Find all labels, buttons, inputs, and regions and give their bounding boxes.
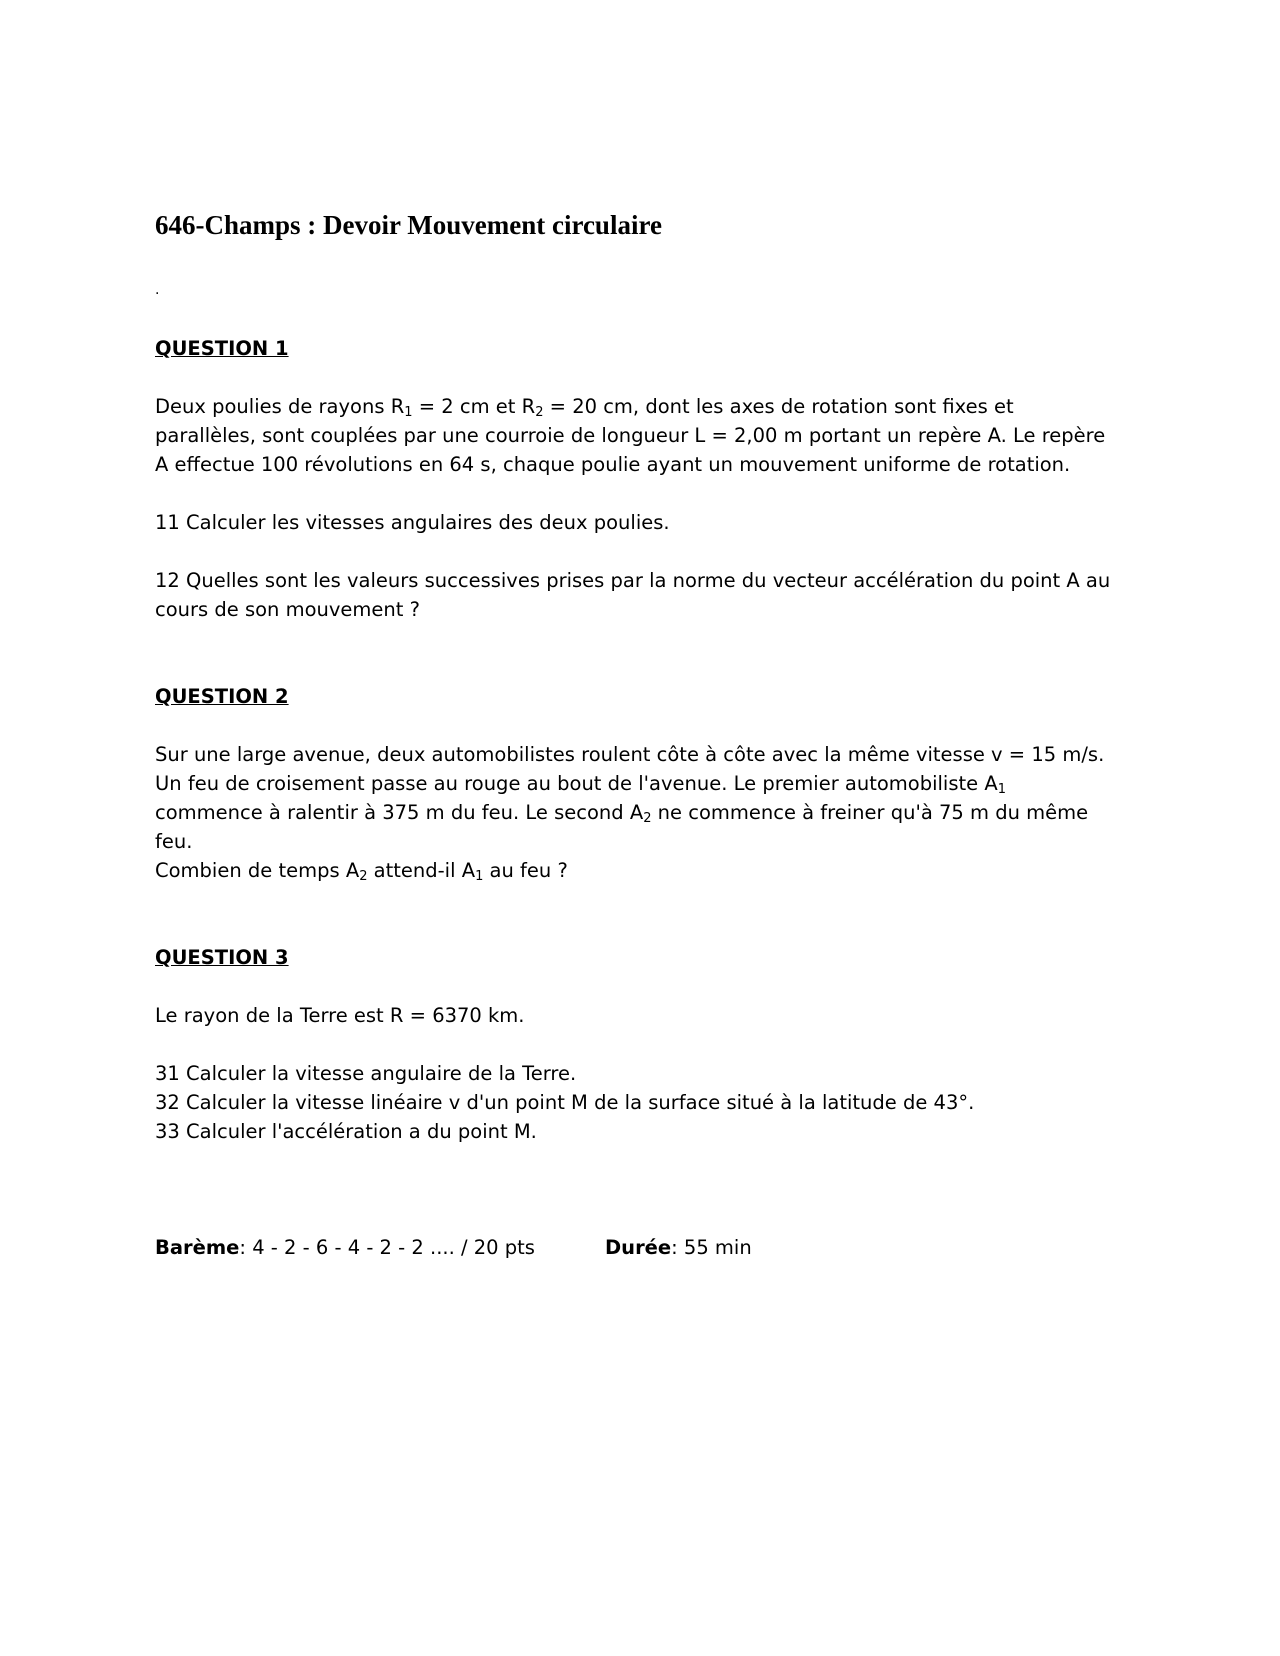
- bareme-label: Barème: [155, 1236, 240, 1259]
- q1-intro-part: Deux poulies de rayons R: [155, 395, 405, 418]
- q2-text-part: Sur une large avenue, deux automobilistes roulent côte à côte avec la même vitesse v = 15 m/s. Un feu de croisement passe au rouge au bout de l'avenue. Le premier automobiliste A: [155, 743, 1105, 795]
- q2-text-part: au feu ?: [483, 859, 568, 882]
- subscript: 2: [643, 811, 652, 826]
- question-3-heading: QUESTION 3: [155, 946, 289, 969]
- q1-intro-part: = 2 cm et R: [412, 395, 536, 418]
- q2-text-part: commence à ralentir à 375 m du feu. Le second A: [155, 801, 644, 824]
- subscript: 1: [475, 869, 484, 884]
- question-1-intro: [155, 392, 1115, 479]
- question-2-heading: QUESTION 2: [155, 685, 289, 708]
- subscript: 1: [404, 405, 413, 420]
- grading-footer: [155, 1233, 1115, 1262]
- document-title: 646-Champs : Devoir Mouvement circulaire: [155, 210, 662, 240]
- subscript: 1: [997, 782, 1006, 797]
- document-content: [155, 208, 1115, 1262]
- subscript: 2: [535, 405, 544, 420]
- question-1-section: [155, 334, 1115, 624]
- duree: [605, 1233, 752, 1262]
- question-12-text: 12 Quelles sont les valeurs successives prises par la norme du vecteur accélération du point A au cours de son mouvement ?: [155, 569, 1111, 621]
- q1-intro-part: = 20 cm, dont les axes de rotation sont fixes et parallèles, sont couplées par une courroie de longueur L = 2,00 m portant un repère A. Le repère A effectue 100 révolutions en 64 s, chaque poulie ayant un mouvement uniforme de rotation.: [155, 395, 1106, 476]
- question-31-text: 31 Calculer la vitesse angulaire de la Terre.: [155, 1062, 577, 1085]
- question-2-section: [155, 682, 1115, 885]
- q2-text-part: ne commence à freiner qu'à 75 m du même feu.: [155, 801, 1089, 853]
- duree-label: Durée: [605, 1236, 672, 1259]
- question-3-section: [155, 943, 1115, 1146]
- stray-dot: .: [155, 282, 160, 298]
- bareme: [155, 1233, 535, 1262]
- q2-text-part: Combien de temps A: [155, 859, 360, 882]
- duree-value: : 55 min: [671, 1236, 752, 1259]
- question-11-text: 11 Calculer les vitesses angulaires des deux poulies.: [155, 511, 670, 534]
- q2-text-part: attend-il A: [367, 859, 476, 882]
- question-3-intro: Le rayon de la Terre est R = 6370 km.: [155, 1004, 525, 1027]
- question-2-text: [155, 740, 1115, 885]
- subscript: 2: [359, 869, 368, 884]
- question-33-text: 33 Calculer l'accélération a du point M.: [155, 1120, 537, 1143]
- question-1-heading: QUESTION 1: [155, 337, 289, 360]
- bareme-value: : 4 - 2 - 6 - 4 - 2 - 2 .... / 20 pts: [239, 1236, 535, 1259]
- question-32-text: 32 Calculer la vitesse linéaire v d'un point M de la surface situé à la latitude de 43°.: [155, 1091, 975, 1114]
